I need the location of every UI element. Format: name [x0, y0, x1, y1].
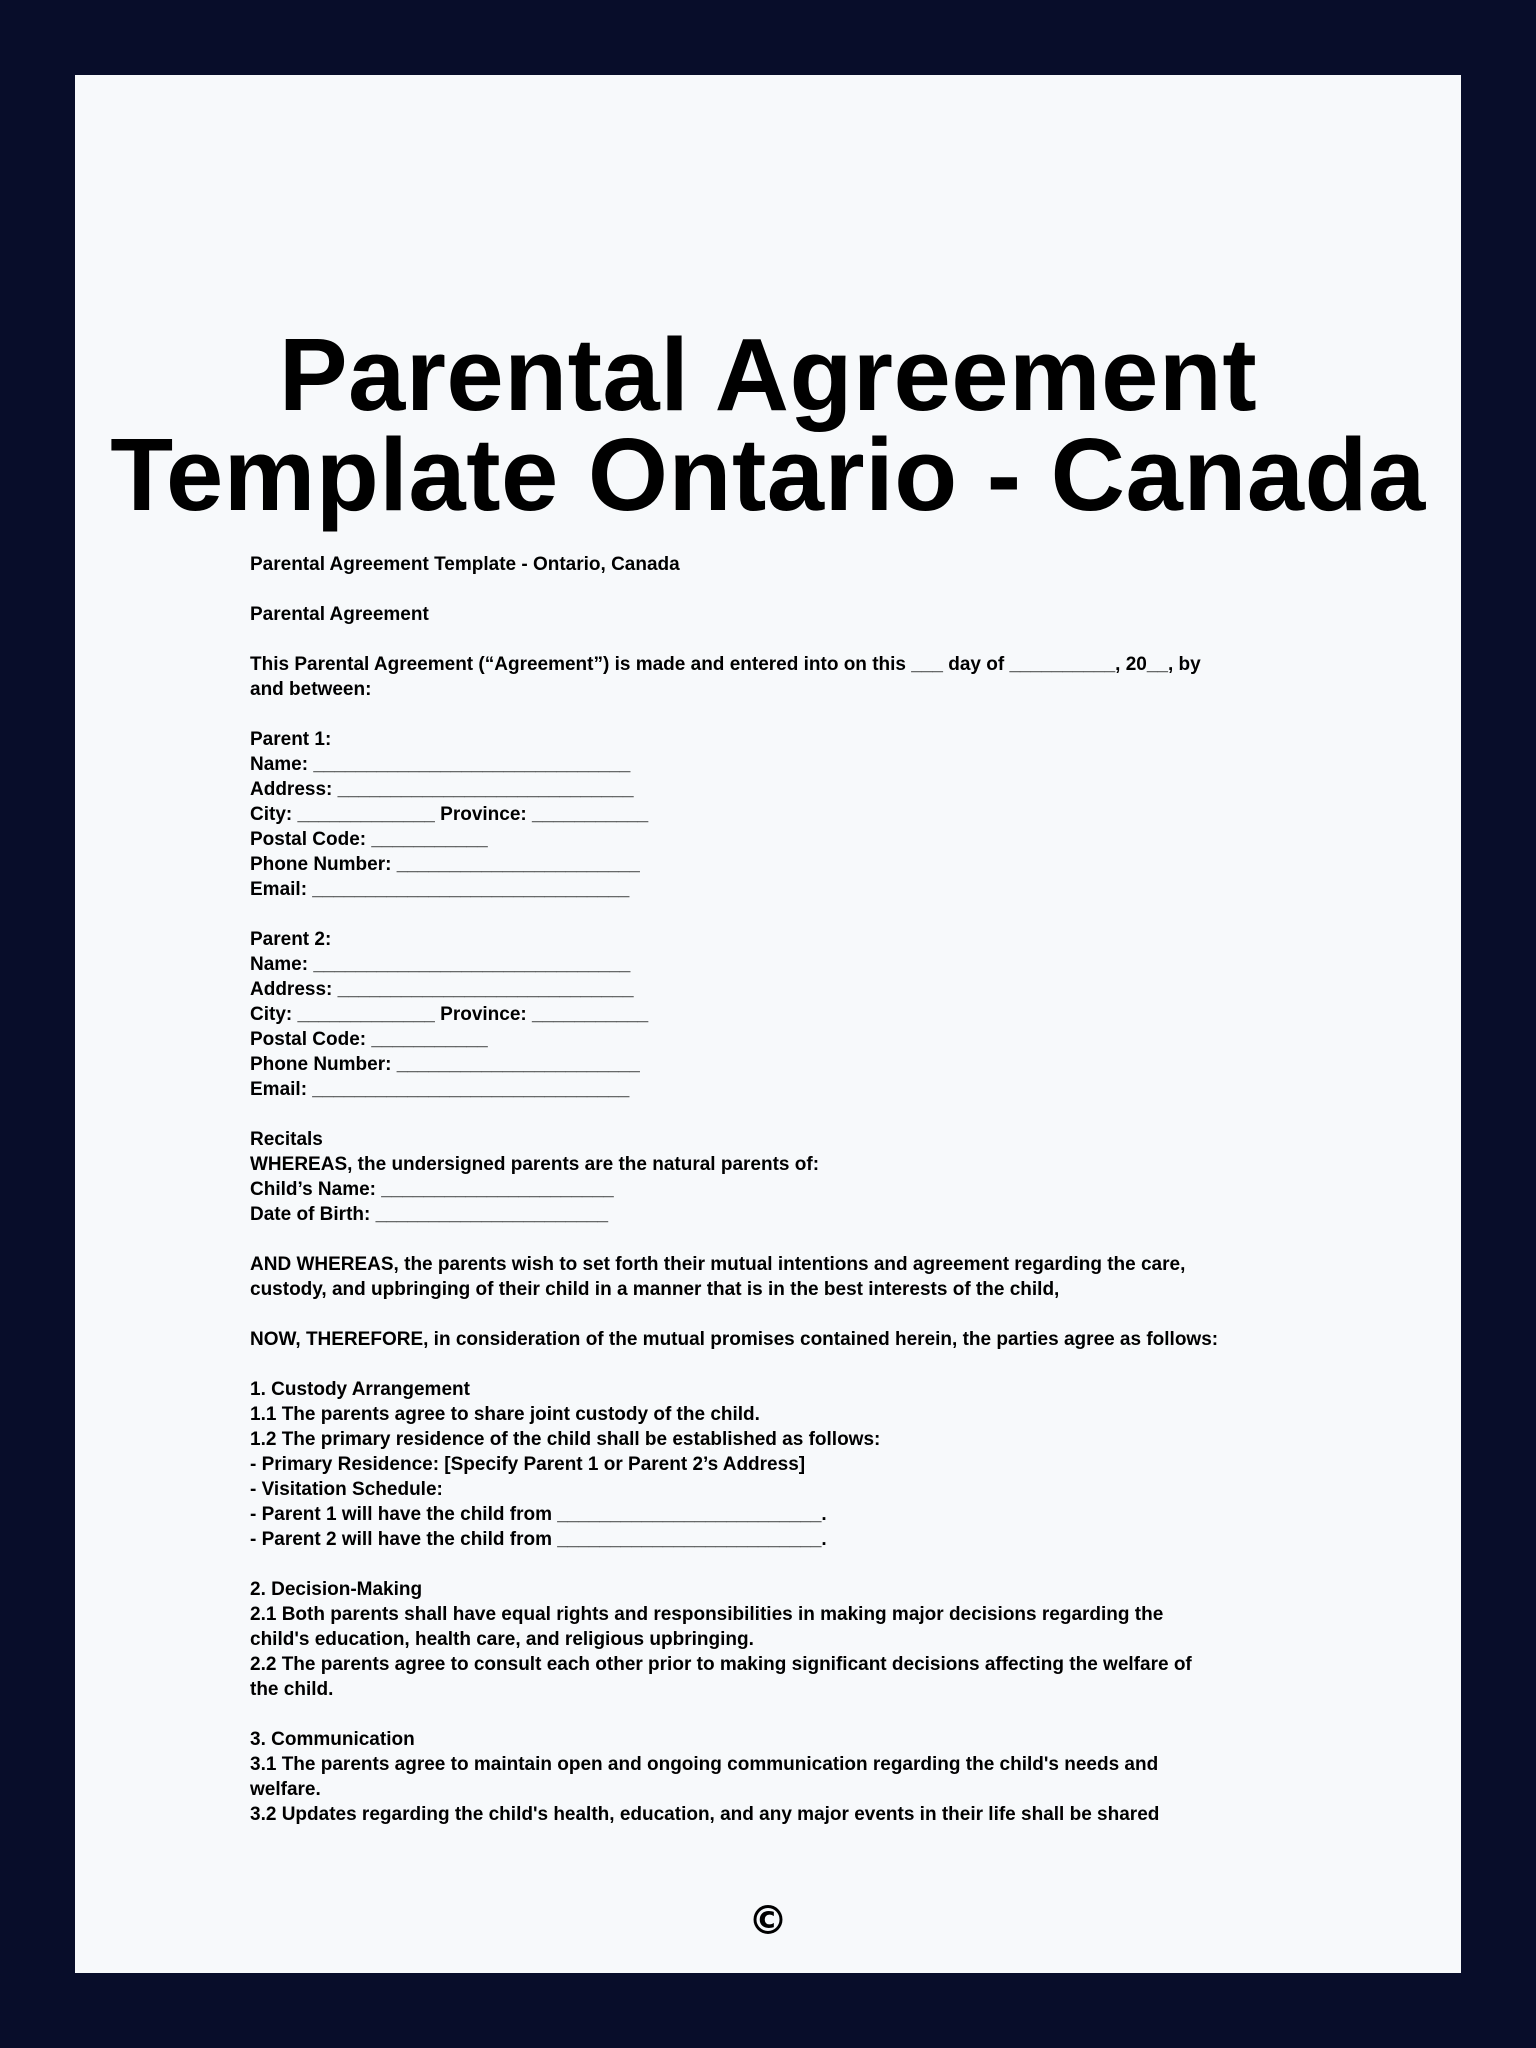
- text-line: Phone Number: _______________________: [250, 854, 640, 875]
- blank-line: [250, 1552, 1350, 1577]
- text-line: - Parent 2 will have the child from _________________________.: [250, 1529, 827, 1550]
- text-line: Address: ____________________________: [250, 979, 634, 1000]
- blank-line: [250, 1702, 1350, 1727]
- text-line: Email: ______________________________: [250, 1079, 630, 1100]
- text-line: AND WHEREAS, the parents wish to set forth their mutual intentions and agreement regarding the care,: [250, 1254, 1186, 1275]
- blank-line: [250, 577, 1350, 602]
- text-line: - Primary Residence: [Specify Parent 1 or Parent 2’s Address]: [250, 1454, 806, 1475]
- document-title: [75, 317, 1461, 532]
- text-line: 1.1 The parents agree to share joint custody of the child.: [250, 1404, 760, 1425]
- blank-line: [250, 1227, 1350, 1252]
- text-line: City: _____________ Province: ___________: [250, 804, 649, 825]
- text-line: Parental Agreement Template - Ontario, Canada: [250, 554, 680, 575]
- text-line: 3. Communication: [250, 1729, 415, 1750]
- text-line: Parental Agreement: [250, 604, 429, 625]
- text-line: 2.1 Both parents shall have equal rights and responsibilities in making major decisions regarding the: [250, 1604, 1164, 1625]
- text-line: Parent 1:: [250, 729, 332, 750]
- blank-line: [250, 702, 1350, 727]
- text-line: 1. Custody Arrangement: [250, 1379, 470, 1400]
- text-line: Date of Birth: ______________________: [250, 1204, 609, 1225]
- document-body: [250, 552, 1350, 1827]
- text-line: - Parent 1 will have the child from _________________________.: [250, 1504, 827, 1525]
- text-line: the child.: [250, 1679, 334, 1700]
- text-line: custody, and upbringing of their child in a manner that is in the best interests of the child,: [250, 1279, 1060, 1300]
- text-line: This Parental Agreement (“Agreement”) is made and entered into on this ___ day of __________, 20__, by: [250, 654, 1201, 675]
- blank-line: [250, 1102, 1350, 1127]
- text-line: Name: ______________________________: [250, 754, 631, 775]
- text-line: Address: ____________________________: [250, 779, 634, 800]
- document-page: [75, 75, 1461, 1973]
- text-line: 2.2 The parents agree to consult each other prior to making significant decisions affecting the welfare of: [250, 1654, 1192, 1675]
- text-line: City: _____________ Province: ___________: [250, 1004, 649, 1025]
- text-line: Postal Code: ___________: [250, 1029, 488, 1050]
- text-line: Name: ______________________________: [250, 954, 631, 975]
- text-line: 1.2 The primary residence of the child shall be established as follows:: [250, 1429, 881, 1450]
- text-line: welfare.: [250, 1779, 321, 1800]
- text-line: - Visitation Schedule:: [250, 1479, 443, 1500]
- blank-line: [250, 1302, 1350, 1327]
- title-line-2: Template Ontario - Canada: [110, 417, 1426, 532]
- text-line: Parent 2:: [250, 929, 332, 950]
- text-line: Postal Code: ___________: [250, 829, 488, 850]
- text-line: Child’s Name: ______________________: [250, 1179, 614, 1200]
- text-line: Email: ______________________________: [250, 879, 630, 900]
- text-line: Recitals: [250, 1129, 323, 1150]
- text-line: 2. Decision-Making: [250, 1579, 423, 1600]
- blank-line: [250, 1352, 1350, 1377]
- text-line: 3.1 The parents agree to maintain open and ongoing communication regarding the child's needs and: [250, 1754, 1159, 1775]
- text-line: 3.2 Updates regarding the child's health, education, and any major events in their life shall be shared: [250, 1804, 1160, 1825]
- blank-line: [250, 902, 1350, 927]
- text-line: child's education, health care, and religious upbringing.: [250, 1629, 754, 1650]
- text-line: WHEREAS, the undersigned parents are the natural parents of:: [250, 1154, 820, 1175]
- text-line: NOW, THEREFORE, in consideration of the mutual promises contained herein, the parties agree as follows:: [250, 1329, 1219, 1350]
- text-line: and between:: [250, 679, 372, 700]
- text-line: Phone Number: _______________________: [250, 1054, 640, 1075]
- blank-line: [250, 627, 1350, 652]
- title-line-1: Parental Agreement: [278, 317, 1258, 432]
- copyright-symbol: ©: [748, 1898, 788, 1944]
